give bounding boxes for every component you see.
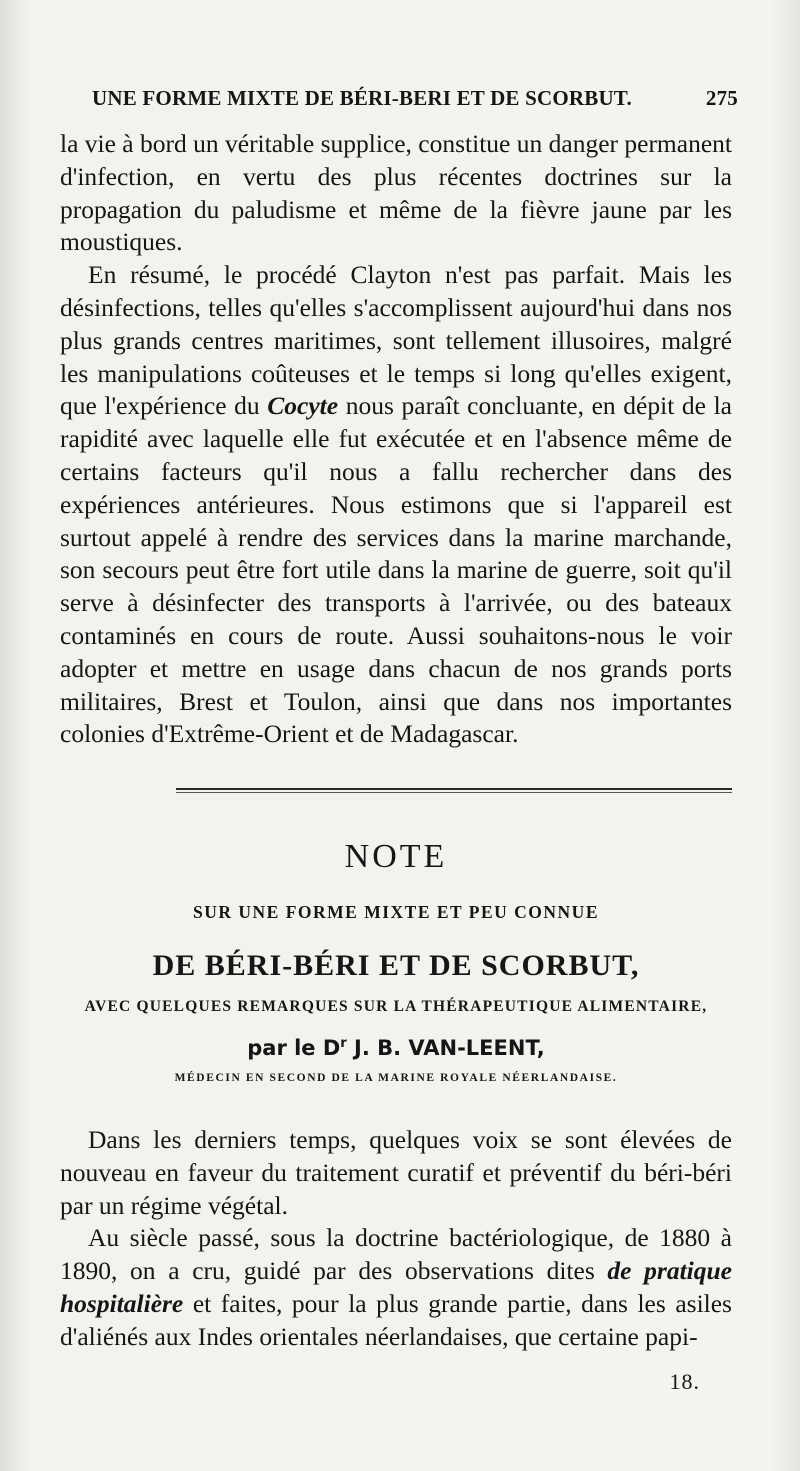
note-subtitle-line3: AVEC QUELQUES REMARQUES SUR LA THÉRAPEUTIQUE ALIMENTAIRE, — [84, 998, 708, 1015]
author-title-sup: r — [340, 1036, 347, 1051]
italic-phrase: de pratique hospitalière — [60, 1256, 733, 1318]
bottom-text-block — [60, 1124, 732, 1354]
top-text-block — [60, 128, 732, 751]
author-prefix: par le D — [247, 1036, 341, 1060]
author-line — [60, 1036, 732, 1060]
running-head — [92, 86, 738, 111]
text-run: et faites, pour la plus grande partie, dans les asiles d'aliénés aux Indes orientales néerlandaises, que certaine papi- — [60, 1288, 732, 1351]
paragraph: la vie à bord un véritable supplice, constitue un danger permanent d'infection, en vertu des plus récentes doctrines sur la propagation du paludisme et même de la fièvre jaune par les moustiques. — [60, 129, 732, 257]
text-run: Au siècle passé, sous la doctrine bactériologique, de 1880 à 1890, on a cru, guidé par des observations dites — [60, 1223, 732, 1286]
section-divider — [176, 788, 732, 790]
signature-mark: 18. — [669, 1369, 700, 1394]
author-role: MÉDECIN EN SECOND DE LA MARINE ROYALE NÉERLANDAISE. — [174, 1072, 618, 1084]
text-run: nous paraît concluante, en dépit de la rapidité avec laquelle elle fut exécutée et en l'absence même de certains facteurs qu'il nous a fallu rechercher dans des expériences antérieures. Nous estimons que si l'appareil est surtout appelé à rendre des services dans la marine marchande, son secours peut être fort utile dans la marine de guerre, soit qu'il serve à désinfecter des transports à l'arrivée, ou des bateaux contaminés en cours de route. Aussi souhaitons-nous le voir adopter et mettre en usage dans chacun de nos grands ports militaires, Brest et Toulon, ainsi que dans nos importantes colonies d'Extrême-Orient et de Madagascar. — [60, 391, 732, 749]
paragraph — [60, 259, 732, 751]
note-subtitle-line1: SUR UNE FORME MIXTE ET PEU CONNUE — [192, 902, 599, 922]
paragraph: Dans les derniers temps, quelques voix se sont élevées de nouveau en faveur du traitement curatif et préventif du béri-béri par un régime végétal. — [60, 1125, 732, 1220]
note-subtitle-line2: DE BÉRI-BÉRI ET DE SCORBUT, — [152, 949, 640, 982]
paragraph — [60, 1222, 732, 1353]
ship-name-italic: Cocyte — [267, 391, 339, 421]
note-title: NOTE — [344, 838, 448, 875]
running-head-title: UNE FORME MIXTE DE BÉRI-BERI ET DE SCORBUT. — [92, 86, 632, 110]
page-number: 275 — [705, 86, 738, 110]
text-run: En résumé, le procédé Clayton n'est pas parfait. Mais les désinfections, telles qu'elles s'accomplissent aujourd'hui dans nos plus grands centres maritimes, sont tellement illusoires, malgré les manipulations coûteuses et le temps si long qu'elles exigent, que l'expérience du — [60, 260, 732, 421]
author-name: J. B. VAN-LEENT, — [346, 1036, 545, 1060]
